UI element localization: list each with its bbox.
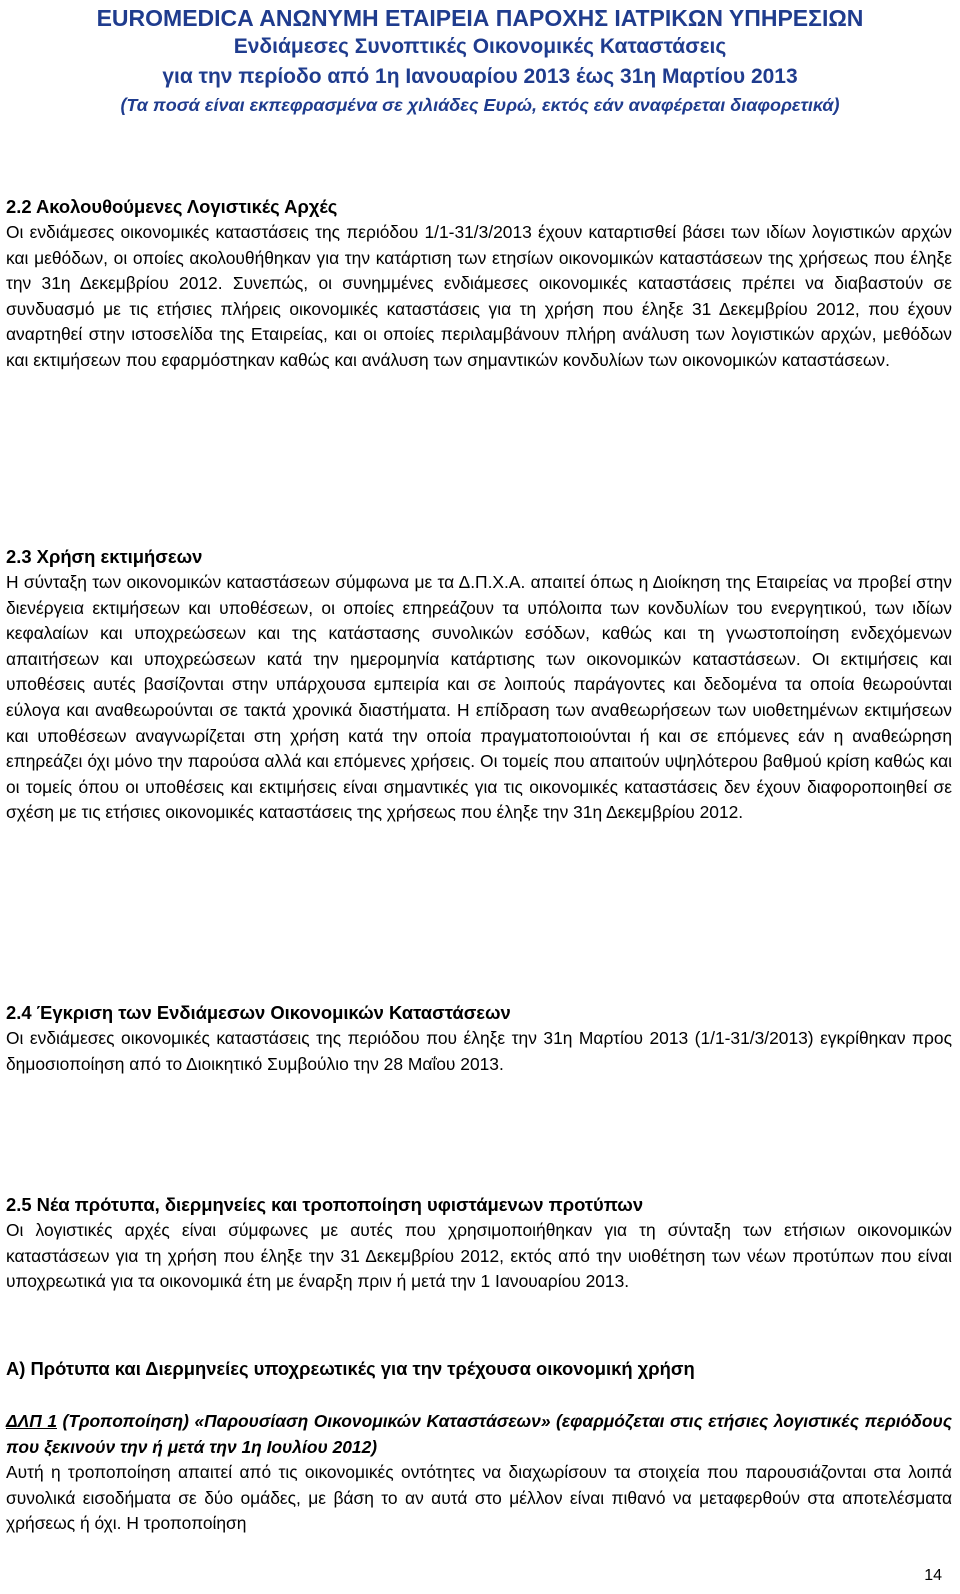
section-2-3 bbox=[6, 544, 952, 826]
page-header bbox=[0, 4, 960, 118]
section-2-5 bbox=[6, 1192, 952, 1295]
section-paragraph: Η σύνταξη των οικονομικών καταστάσεων σύμφωνα με τα Δ.Π.Χ.Α. απαιτεί όπως η Διοίκηση της Εταιρείας να προβεί στην διενέργεια εκτιμήσεων και υποθέσεων, οι οποίες επηρεάζουν τα υπόλοιπα των κονδυλίων του ενεργητικού, των ιδίων κεφαλαίων και υποχρεώσεων και της κατάστασης συνολικών εσόδων, καθώς και τη γνωστοποίηση ενδεχόμενων απαιτήσεων και υποχρεώσεων κατά την ημερομηνία κατάρτισης των οικονομικών καταστάσεων. Οι εκτιμήσεις και υποθέσεις αυτές βασίζονται στην υπάρχουσα εμπειρία και σε λοιπούς παράγοντες και δεδομένα τα οποία θεωρούνται εύλογα και αναθεωρούνται σε τακτά χρονικά διαστήματα. Η επίδραση των αναθεωρήσεων των υιοθετημένων εκτιμήσεων και υποθέσεων αναγνωρίζεται στη χρήση κατά την οποία πραγματοποιούνται ή και σε επόμενες εάν η αναθεώρηση επηρεάζει όχι μόνο την παρούσα αλλά και επόμενες χρήσεις. Οι τομείς που απαιτούν υψηλότερου βαθμού κρίση καθώς και οι τομείς όπου οι υποθέσεις και εκτιμήσεις είναι σημαντικές για τις οικονομικές καταστάσεις δεν έχουν διαφοροποιηθεί σε σχέση με τις ετήσιες οικονομικές καταστάσεις της χρήσεως που έληξε την 31η Δεκεμβρίου 2012. bbox=[6, 572, 952, 823]
section-heading: 2.2 Ακολουθούμενες Λογιστικές Αρχές bbox=[6, 196, 338, 217]
amendment-title bbox=[6, 1409, 952, 1460]
page-number: 14 bbox=[924, 1567, 942, 1584]
section-2-5-a bbox=[6, 1356, 952, 1382]
ias-1-amendment bbox=[6, 1409, 952, 1537]
amendment-title-text: (Τροποποίηση) «Παρουσίαση Οικονομικών Καταστάσεων» (εφαρμόζεται στις ετήσιες λογιστικές περιόδους που ξεκινούν την ή μετά την 1η Ιουλίου 2012) bbox=[6, 1411, 952, 1457]
section-heading: 2.4 Έγκριση των Ενδιάμεσων Οικονομικών Καταστάσεων bbox=[6, 1002, 511, 1023]
section-paragraph: Οι λογιστικές αρχές είναι σύμφωνες με αυτές που χρησιμοποιήθηκαν για τη σύνταξη των ετήσιων οικονομικών καταστάσεων για τη χρήση που έληξε την 31 Δεκεμβρίου 2012, εκτός από την υιοθέτηση των νέων προτύπων που είναι υποχρεωτικά για τα οικονομικά έτη με έναρξη πριν ή μετά την 1 Ιανουαρίου 2013. bbox=[6, 1220, 952, 1292]
standard-code: ΔΛΠ 1 bbox=[6, 1411, 57, 1431]
section-paragraph: Οι ενδιάμεσες οικονομικές καταστάσεις της περιόδου 1/1-31/3/2013 έχουν καταρτισθεί βάσει των ιδίων λογιστικών αρχών και μεθόδων, οι οποίες ακολουθήθηκαν για την κατάρτιση των ετησίων οικονομικών καταστάσεων της χρήσεως που έληξε την 31η Δεκεμβρίου 2012. Συνεπώς, οι συνημμένες ενδιάμεσες οικονομικές καταστάσεις πρέπει να διαβαστούν σε συνδυασμό με τις ετήσιες πλήρεις οικονομικές καταστάσεις για τη χρήση που έληξε 31 Δεκεμβρίου 2012, που έχουν αναρτηθεί στην ιστοσελίδα της Εταιρείας, και οι οποίες περιλαμβάνουν πλήρη ανάλυση των λογιστικών αρχών, μεθόδων και εκτιμήσεων που εφαρμόστηκαν καθώς και ανάλυση των σημαντικών κονδυλίων των οικονομικών καταστάσεων. bbox=[6, 222, 952, 370]
report-period: για την περίοδο από 1η Ιανουαρίου 2013 έως 31η Μαρτίου 2013 bbox=[162, 65, 798, 88]
amendment-paragraph: Αυτή η τροποποίηση απαιτεί από τις οικονομικές οντότητες να διαχωρίσουν τα στοιχεία που παρουσιάζονται στα λοιπά συνολικά εισοδήματα σε δύο ομάδες, με βάση το αν αυτά στο μέλλον είναι πιθανό να μεταφερθούν στα αποτελέσματα χρήσεως ή όχι. Η τροποποίηση bbox=[6, 1462, 952, 1534]
section-heading: 2.3 Χρήση εκτιμήσεων bbox=[6, 546, 203, 567]
section-2-4 bbox=[6, 1000, 952, 1077]
company-name: EUROMEDICA ΑΝΩΝΥΜΗ ΕΤΑΙΡΕΙΑ ΠΑΡΟΧΗΣ ΙΑΤΡΙΚΩΝ ΥΠΗΡΕΣΙΩΝ bbox=[96, 5, 864, 31]
report-title: Ενδιάμεσες Συνοπτικές Οικονομικές Καταστάσεις bbox=[233, 35, 727, 58]
subsection-heading: Α) Πρότυπα και Διερμηνείες υποχρεωτικές για την τρέχουσα οικονομική χρήση bbox=[6, 1358, 695, 1379]
section-2-2 bbox=[6, 194, 952, 374]
currency-note: (Τα ποσά είναι εκπεφρασμένα σε χιλιάδες Ευρώ, εκτός εάν αναφέρεται διαφορετικά) bbox=[120, 95, 840, 115]
section-paragraph: Οι ενδιάμεσες οικονομικές καταστάσεις της περιόδου που έληξε την 31η Μαρτίου 2013 (1/1-31/3/2013) εγκρίθηκαν προς δημοσιοποίηση από το Διοικητικό Συμβούλιο την 28 Μαΐου 2013. bbox=[6, 1028, 952, 1074]
section-heading: 2.5 Νέα πρότυπα, διερμηνείες και τροποποίηση υφιστάμενων προτύπων bbox=[6, 1194, 644, 1215]
